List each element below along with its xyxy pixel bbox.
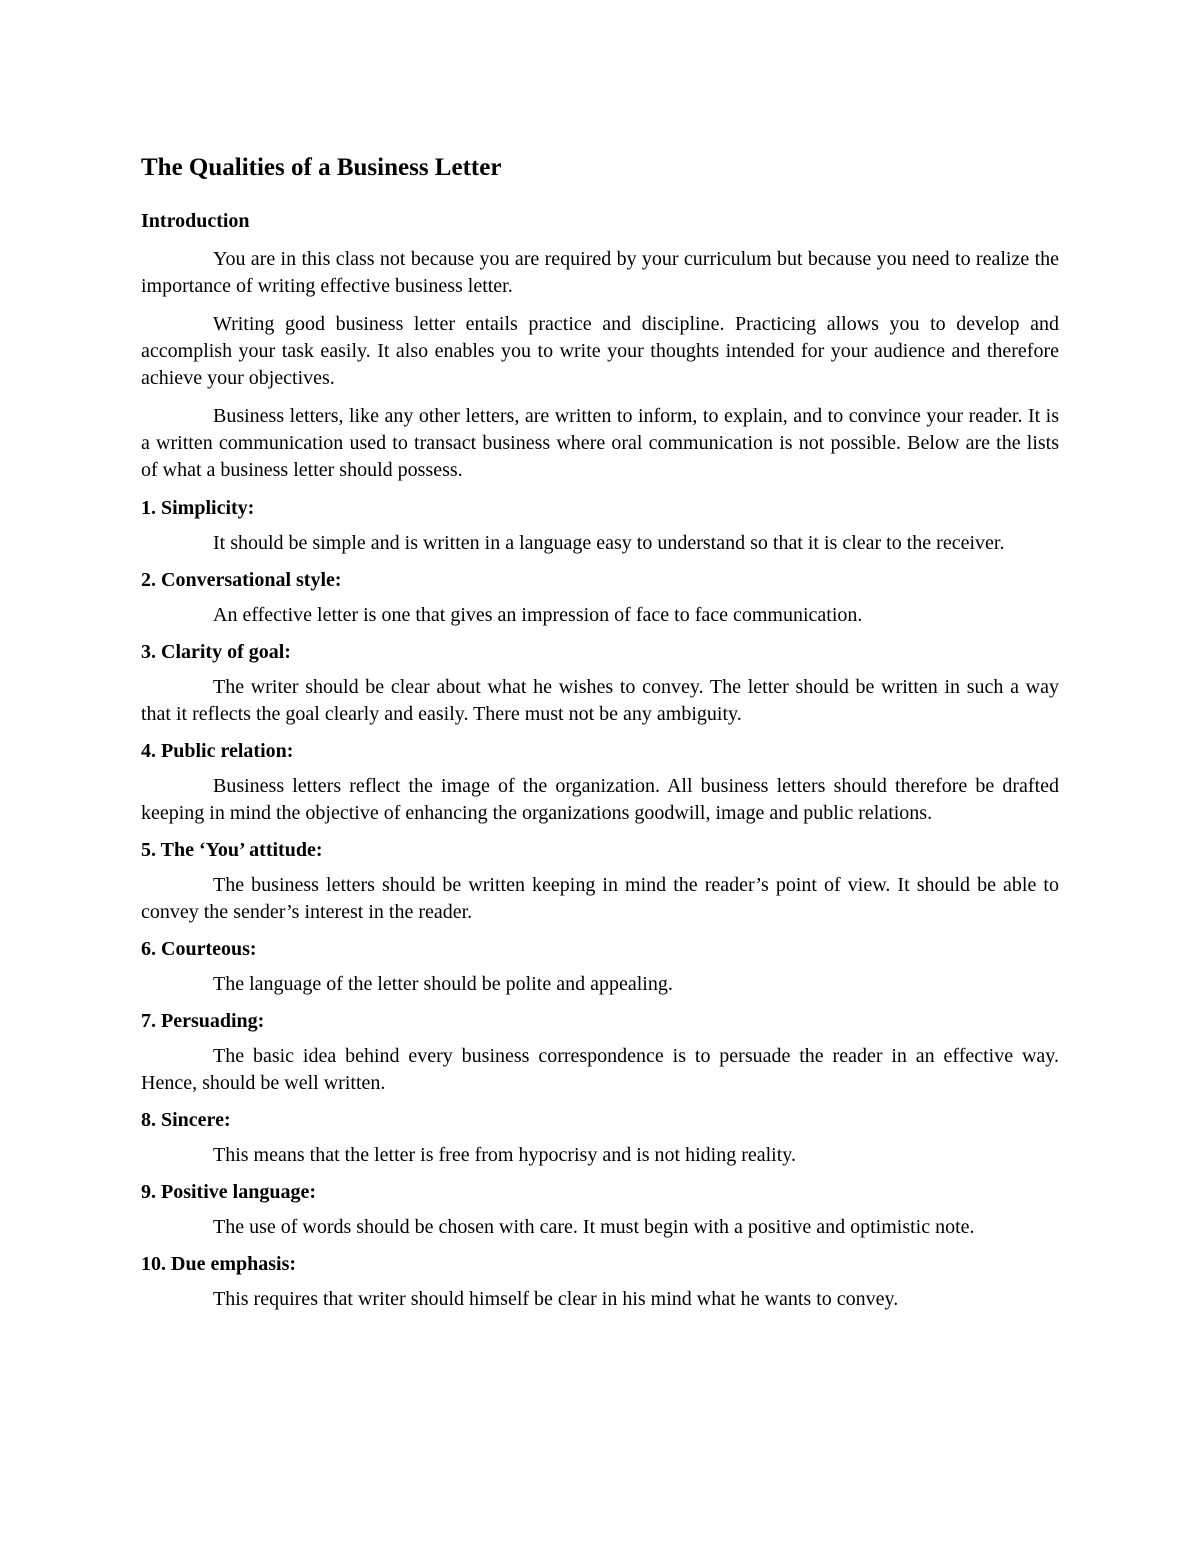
- intro-paragraph: Writing good business letter entails practice and discipline. Practicing allows you to develop and accomplish your task easily. It also enables you to write your thoughts intended for your audience and therefore achieve your objectives.: [141, 313, 1059, 389]
- item-heading: 2. Conversational style:: [141, 569, 342, 591]
- item-heading: 10. Due emphasis:: [141, 1253, 297, 1275]
- item-body: The language of the letter should be polite and appealing.: [213, 973, 673, 995]
- item-body: This requires that writer should himself be clear in his mind what he wants to convey.: [213, 1288, 899, 1310]
- item-heading: 1. Simplicity:: [141, 497, 255, 519]
- item-heading: 6. Courteous:: [141, 938, 257, 960]
- document-title: The Qualities of a Business Letter: [141, 154, 502, 181]
- document-page: [141, 150, 1059, 1323]
- intro-heading: Introduction: [141, 210, 250, 232]
- item-body: Business letters reflect the image of the organization. All business letters should therefore be drafted keeping in mind the objective of enhancing the organizations goodwill, image and public relations.: [141, 775, 1059, 824]
- item-body: It should be simple and is written in a language easy to understand so that it is clear to the receiver.: [213, 532, 1005, 554]
- item-heading: 7. Persuading:: [141, 1010, 265, 1032]
- item-heading: 9. Positive language:: [141, 1181, 316, 1203]
- item-body: This means that the letter is free from hypocrisy and is not hiding reality.: [213, 1144, 796, 1166]
- item-body: An effective letter is one that gives an impression of face to face communication.: [213, 604, 863, 626]
- item-heading: 8. Sincere:: [141, 1109, 231, 1131]
- intro-paragraph: You are in this class not because you are required by your curriculum but because you need to realize the importance of writing effective business letter.: [141, 248, 1059, 297]
- item-body: The use of words should be chosen with care. It must begin with a positive and optimistic note.: [213, 1216, 975, 1238]
- intro-paragraph: Business letters, like any other letters, are written to inform, to explain, and to convince your reader. It is a written communication used to transact business where oral communication is not possible. Below are the lists of what a business letter should possess.: [141, 405, 1059, 481]
- item-body: The basic idea behind every business correspondence is to persuade the reader in an effective way. Hence, should be well written.: [141, 1045, 1059, 1094]
- item-heading: 5. The ‘You’ attitude:: [141, 839, 323, 861]
- item-body: The writer should be clear about what he wishes to convey. The letter should be written in such a way that it reflects the goal clearly and easily. There must not be any ambiguity.: [141, 676, 1059, 725]
- item-heading: 4. Public relation:: [141, 740, 294, 762]
- item-heading: 3. Clarity of goal:: [141, 641, 291, 663]
- item-body: The business letters should be written keeping in mind the reader’s point of view. It should be able to convey the sender’s interest in the reader.: [141, 874, 1059, 923]
